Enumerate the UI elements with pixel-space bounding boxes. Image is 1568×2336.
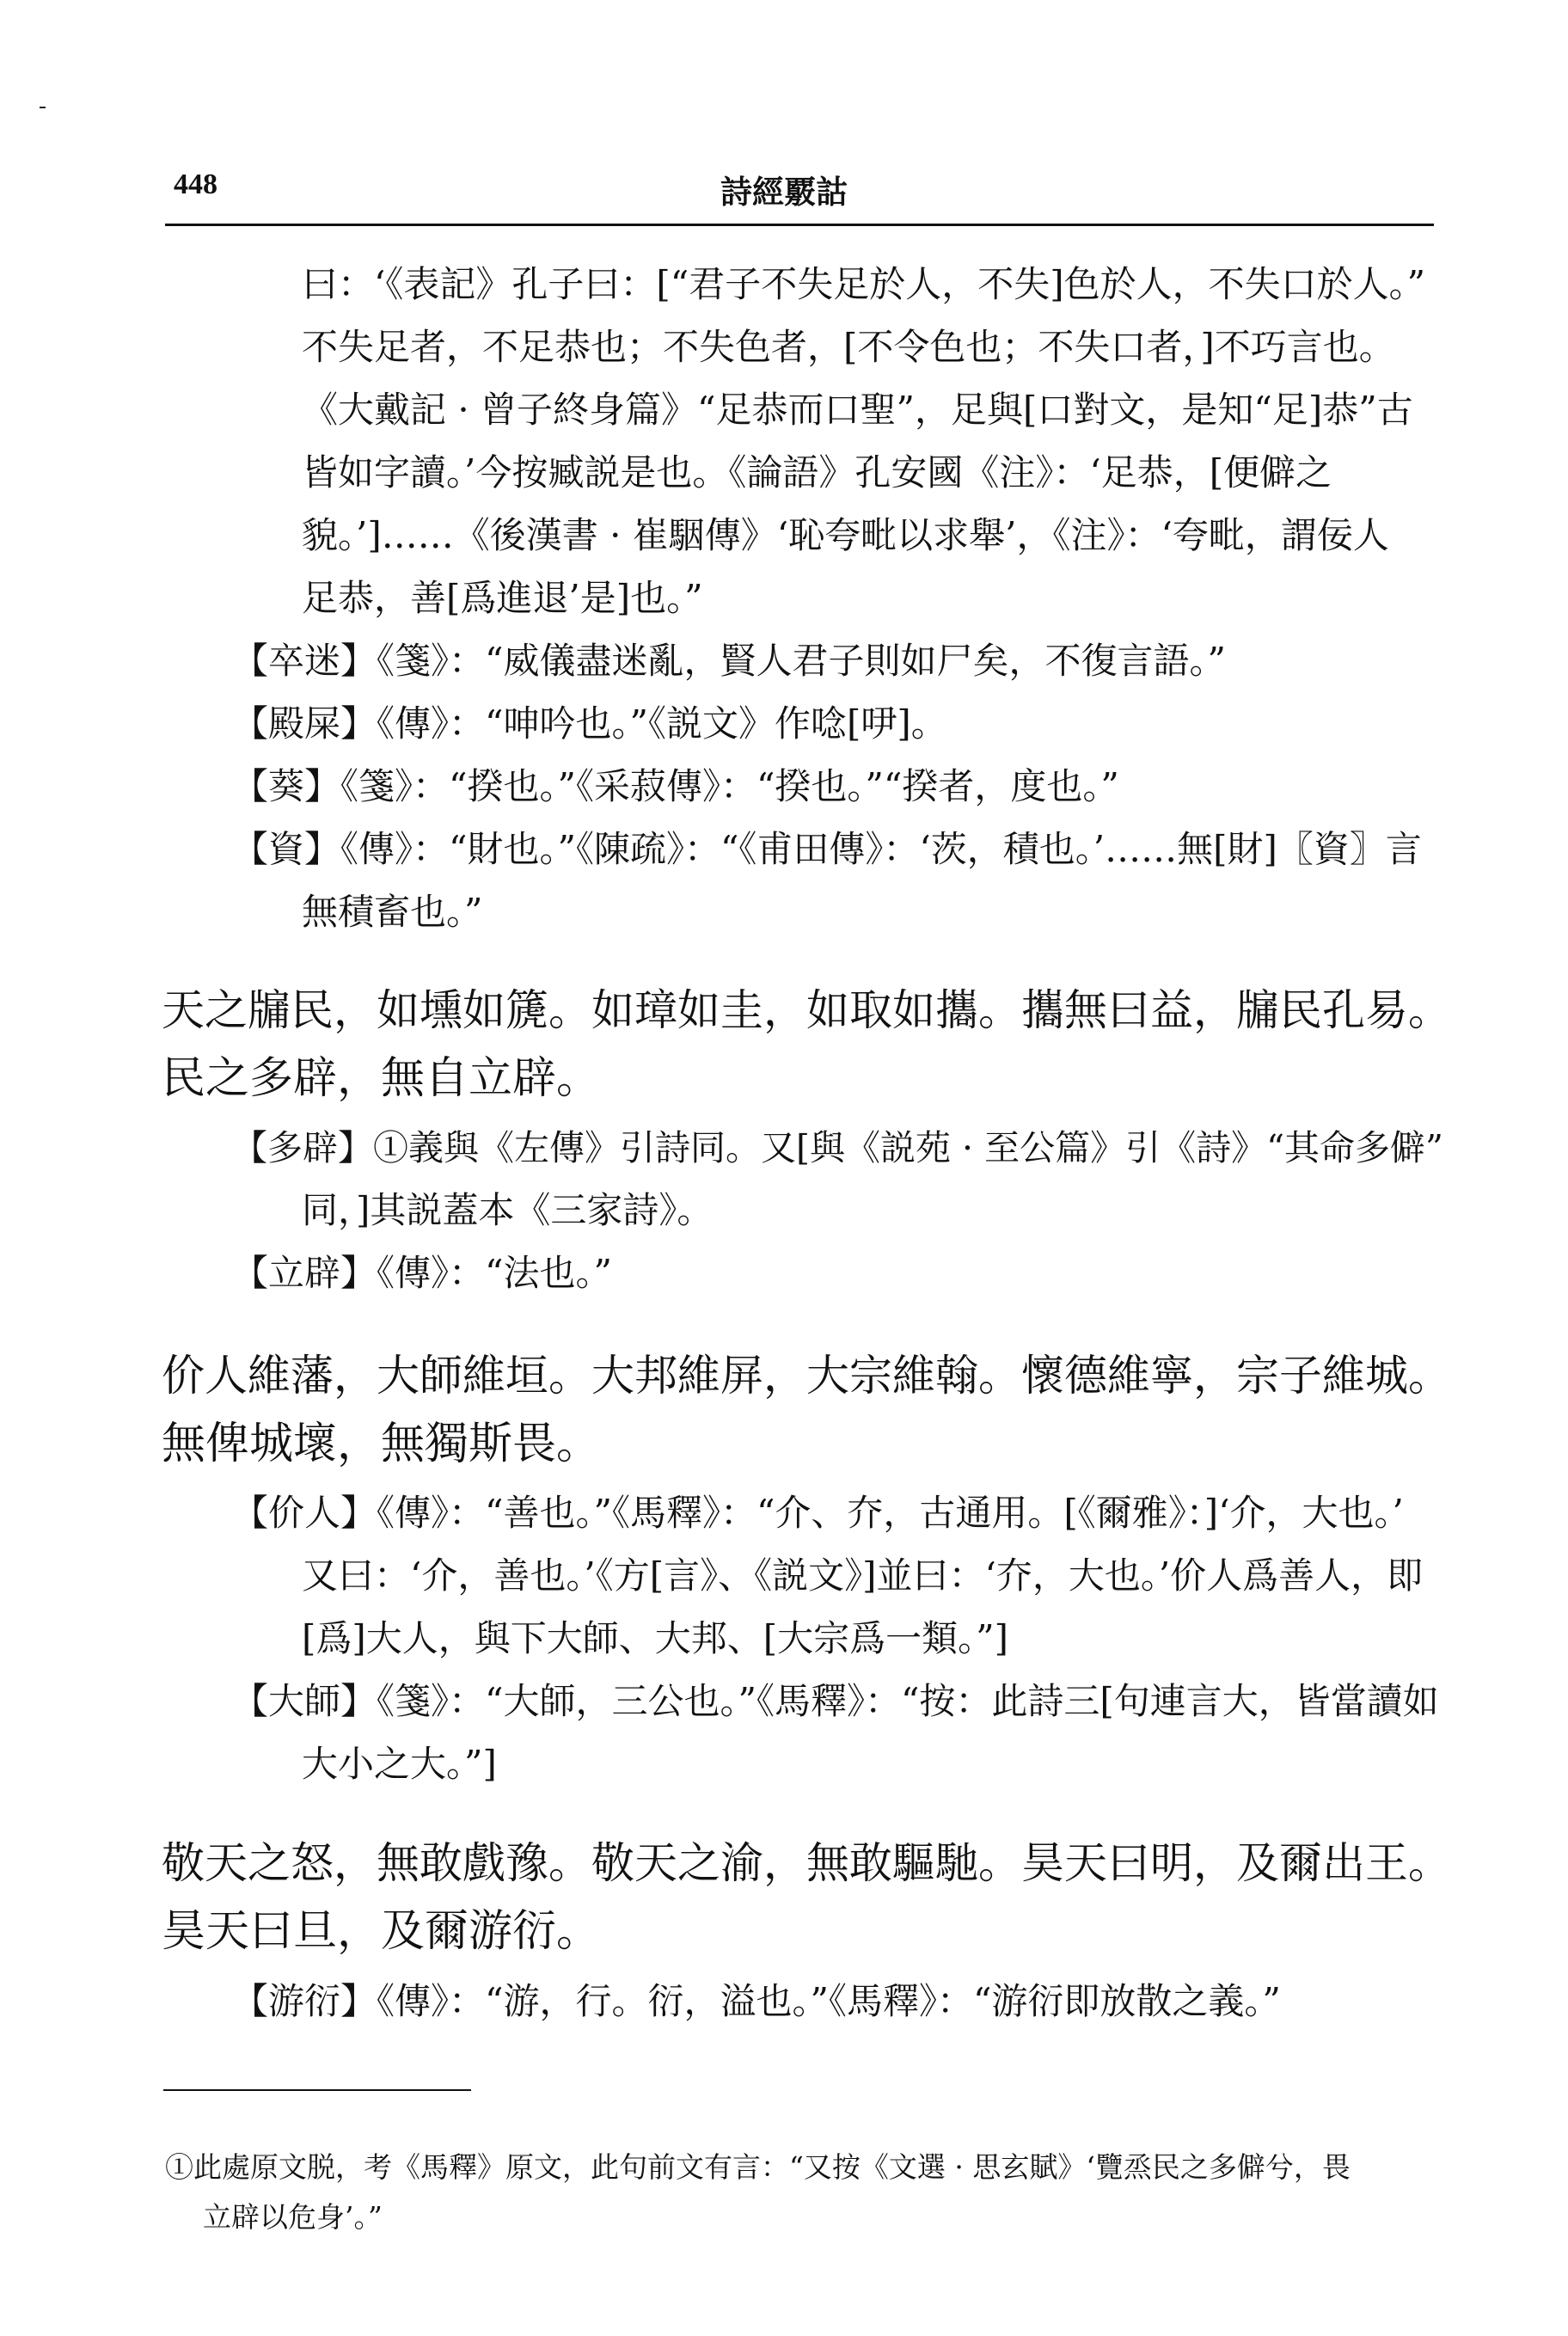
note-entry: 【立辟】《傳》：“法也。”	[232, 1252, 612, 1294]
note-entry-cont: 同，]其説蓋本《三家詩》。	[302, 1189, 714, 1231]
verse-line: 昊天曰旦，及爾游衍。	[162, 1906, 601, 1957]
note-entry: 【殿屎】《傳》：“呻吟也。”《説文》作唸[吚]。	[232, 702, 947, 745]
note-entry: 【游衍】《傳》：“游，行。衍，溢也。”《馬釋》：“游衍即放散之義。”	[232, 1980, 1281, 2022]
note-line: 皆如字讀。’今按臧説是也。《論語》孔安國《注》：‘足恭，[便僻之	[302, 451, 1332, 494]
page-number: 448	[174, 169, 217, 200]
note-entry: 【大師】《箋》：“大師，三公也。”《馬釋》：“按：此詩三[句連言大，皆當讀如	[232, 1680, 1439, 1722]
note-entry: 【資】《傳》：“財也。”《陳疏》：“《甫田傳》：‘茨，積也。’……無[財]〖資〗言	[232, 828, 1422, 870]
note-entry-cont: [爲]大人，與下大師、大邦、[大宗爲一類。”]	[302, 1617, 1009, 1659]
note-entry: 【多辟】①義與《左傳》引詩同。又[與《説苑 · 至公篇》引《詩》“其命多僻”	[232, 1127, 1444, 1168]
verse-line: 民之多辟，無自立辟。	[162, 1053, 601, 1104]
verse-line: 敬天之怒，無敢戲豫。敬天之渝，無敢驅馳。昊天曰明，及爾出王。	[162, 1838, 1451, 1888]
note-entry-cont: 無積畜也。”	[302, 891, 483, 933]
note-entry-cont: 又曰：‘介，善也。’《方[言》、《説文》]並曰：‘夰，大也。’价人爲善人，即	[302, 1554, 1424, 1597]
header-rule	[165, 224, 1434, 226]
note-entry: 【卒迷】《箋》：“威儀盡迷亂，賢人君子則如尸矣，不復言語。”	[232, 640, 1226, 682]
verse-line: 天之牖民，如壎如篪。如璋如圭，如取如攜。攜無曰益，牖民孔易。	[162, 985, 1451, 1035]
note-line: 曰：‘《表記》孔子曰：[“君子不失足於人，不失]色於人，不失口於人。”	[302, 263, 1426, 305]
note-entry: 【葵】《箋》：“揆也。”《采菽傳》：“揆也。”“揆者，度也。”	[232, 765, 1119, 807]
note-line: 足恭，善[爲進退’是]也。”	[302, 577, 703, 619]
note-entry: 【价人】《傳》：“善也。”《馬釋》：“介、夰，古通用。[《爾雅》：]‘介，大也。’	[232, 1492, 1404, 1534]
note-line: 不失足者，不足恭也；不失色者，[不令色也；不失口者，]不巧言也。	[302, 326, 1395, 368]
note-line: 貌。’]……《後漢書 · 崔駰傳》‘恥夸毗以求舉’，《注》：‘夸毗，謂佞人	[302, 514, 1389, 556]
running-title: 詩經覈詁	[720, 173, 848, 211]
note-entry-cont: 大小之大。”]	[302, 1743, 497, 1785]
footnote-rule	[163, 2089, 471, 2091]
verse-line: 价人維藩，大師維垣。大邦維屏，大宗維翰。懷德維寧，宗子維城。	[162, 1351, 1451, 1401]
footnote-line: ①此處原文脱，考《馬釋》原文，此句前文有言：“又按《文選 · 思玄賦》‘覽烝民之多僻兮，畏	[165, 2150, 1351, 2184]
footnote-line: 立辟以危身’。”	[203, 2200, 383, 2234]
scan-mark	[40, 107, 46, 108]
note-line: 《大戴記 · 曾子終身篇》“足恭而口聖”，足與[口對文，是知“足]恭”古	[302, 389, 1413, 431]
verse-line: 無俾城壞，無獨斯畏。	[162, 1419, 601, 1469]
